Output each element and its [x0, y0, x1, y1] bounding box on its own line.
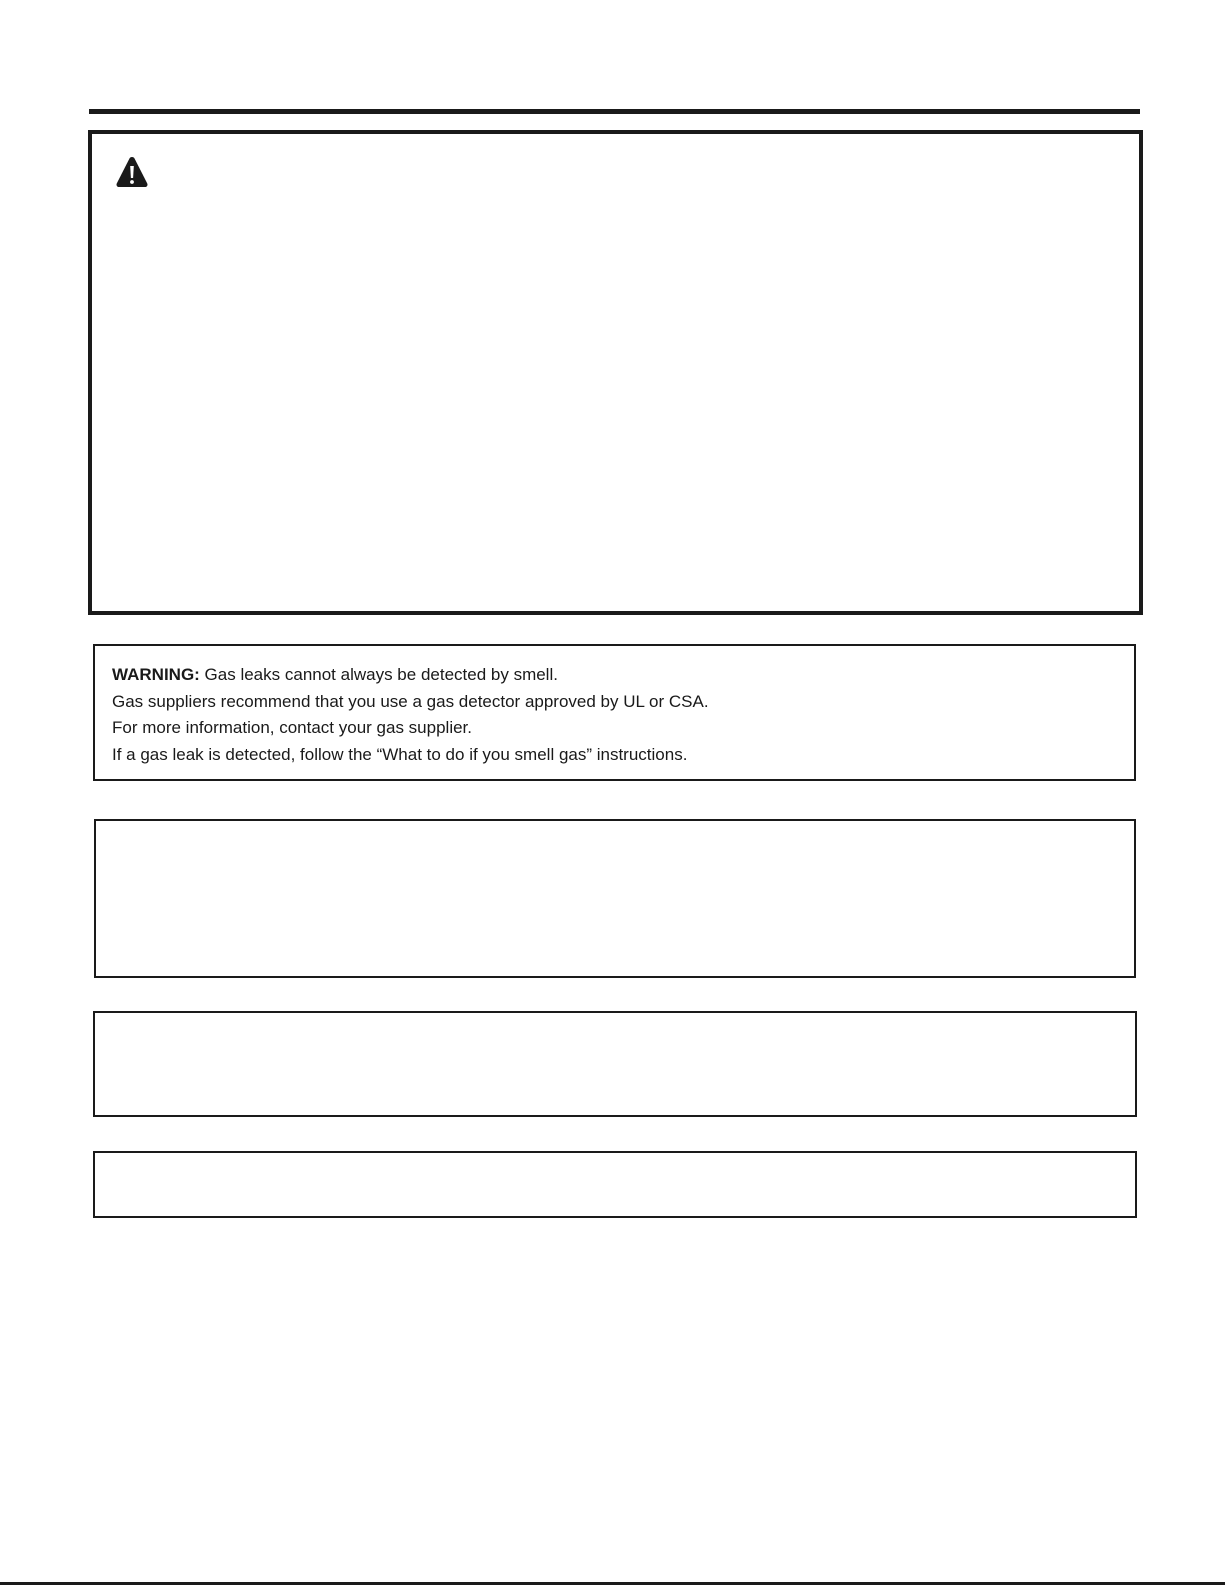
warning-line-4: If a gas leak is detected, follow the “What to do if you smell gas” instructions.	[112, 744, 688, 764]
warning-line-1	[112, 662, 1112, 689]
warning-label: WARNING:	[112, 665, 200, 684]
empty-notice-box-3	[93, 1151, 1137, 1218]
warning-line-1-text: Gas leaks cannot always be detected by smell.	[199, 665, 558, 684]
warning-line-2: Gas suppliers recommend that you use a gas detector approved by UL or CSA.	[112, 691, 709, 711]
top-rule	[89, 109, 1140, 114]
warning-line-3: For more information, contact your gas supplier.	[112, 718, 472, 737]
empty-notice-box-2	[93, 1011, 1137, 1117]
warning-triangle-icon	[115, 155, 149, 189]
empty-notice-box-1	[94, 819, 1136, 978]
gas-leak-warning-text	[112, 662, 1112, 768]
safety-alert-box	[88, 130, 1143, 615]
